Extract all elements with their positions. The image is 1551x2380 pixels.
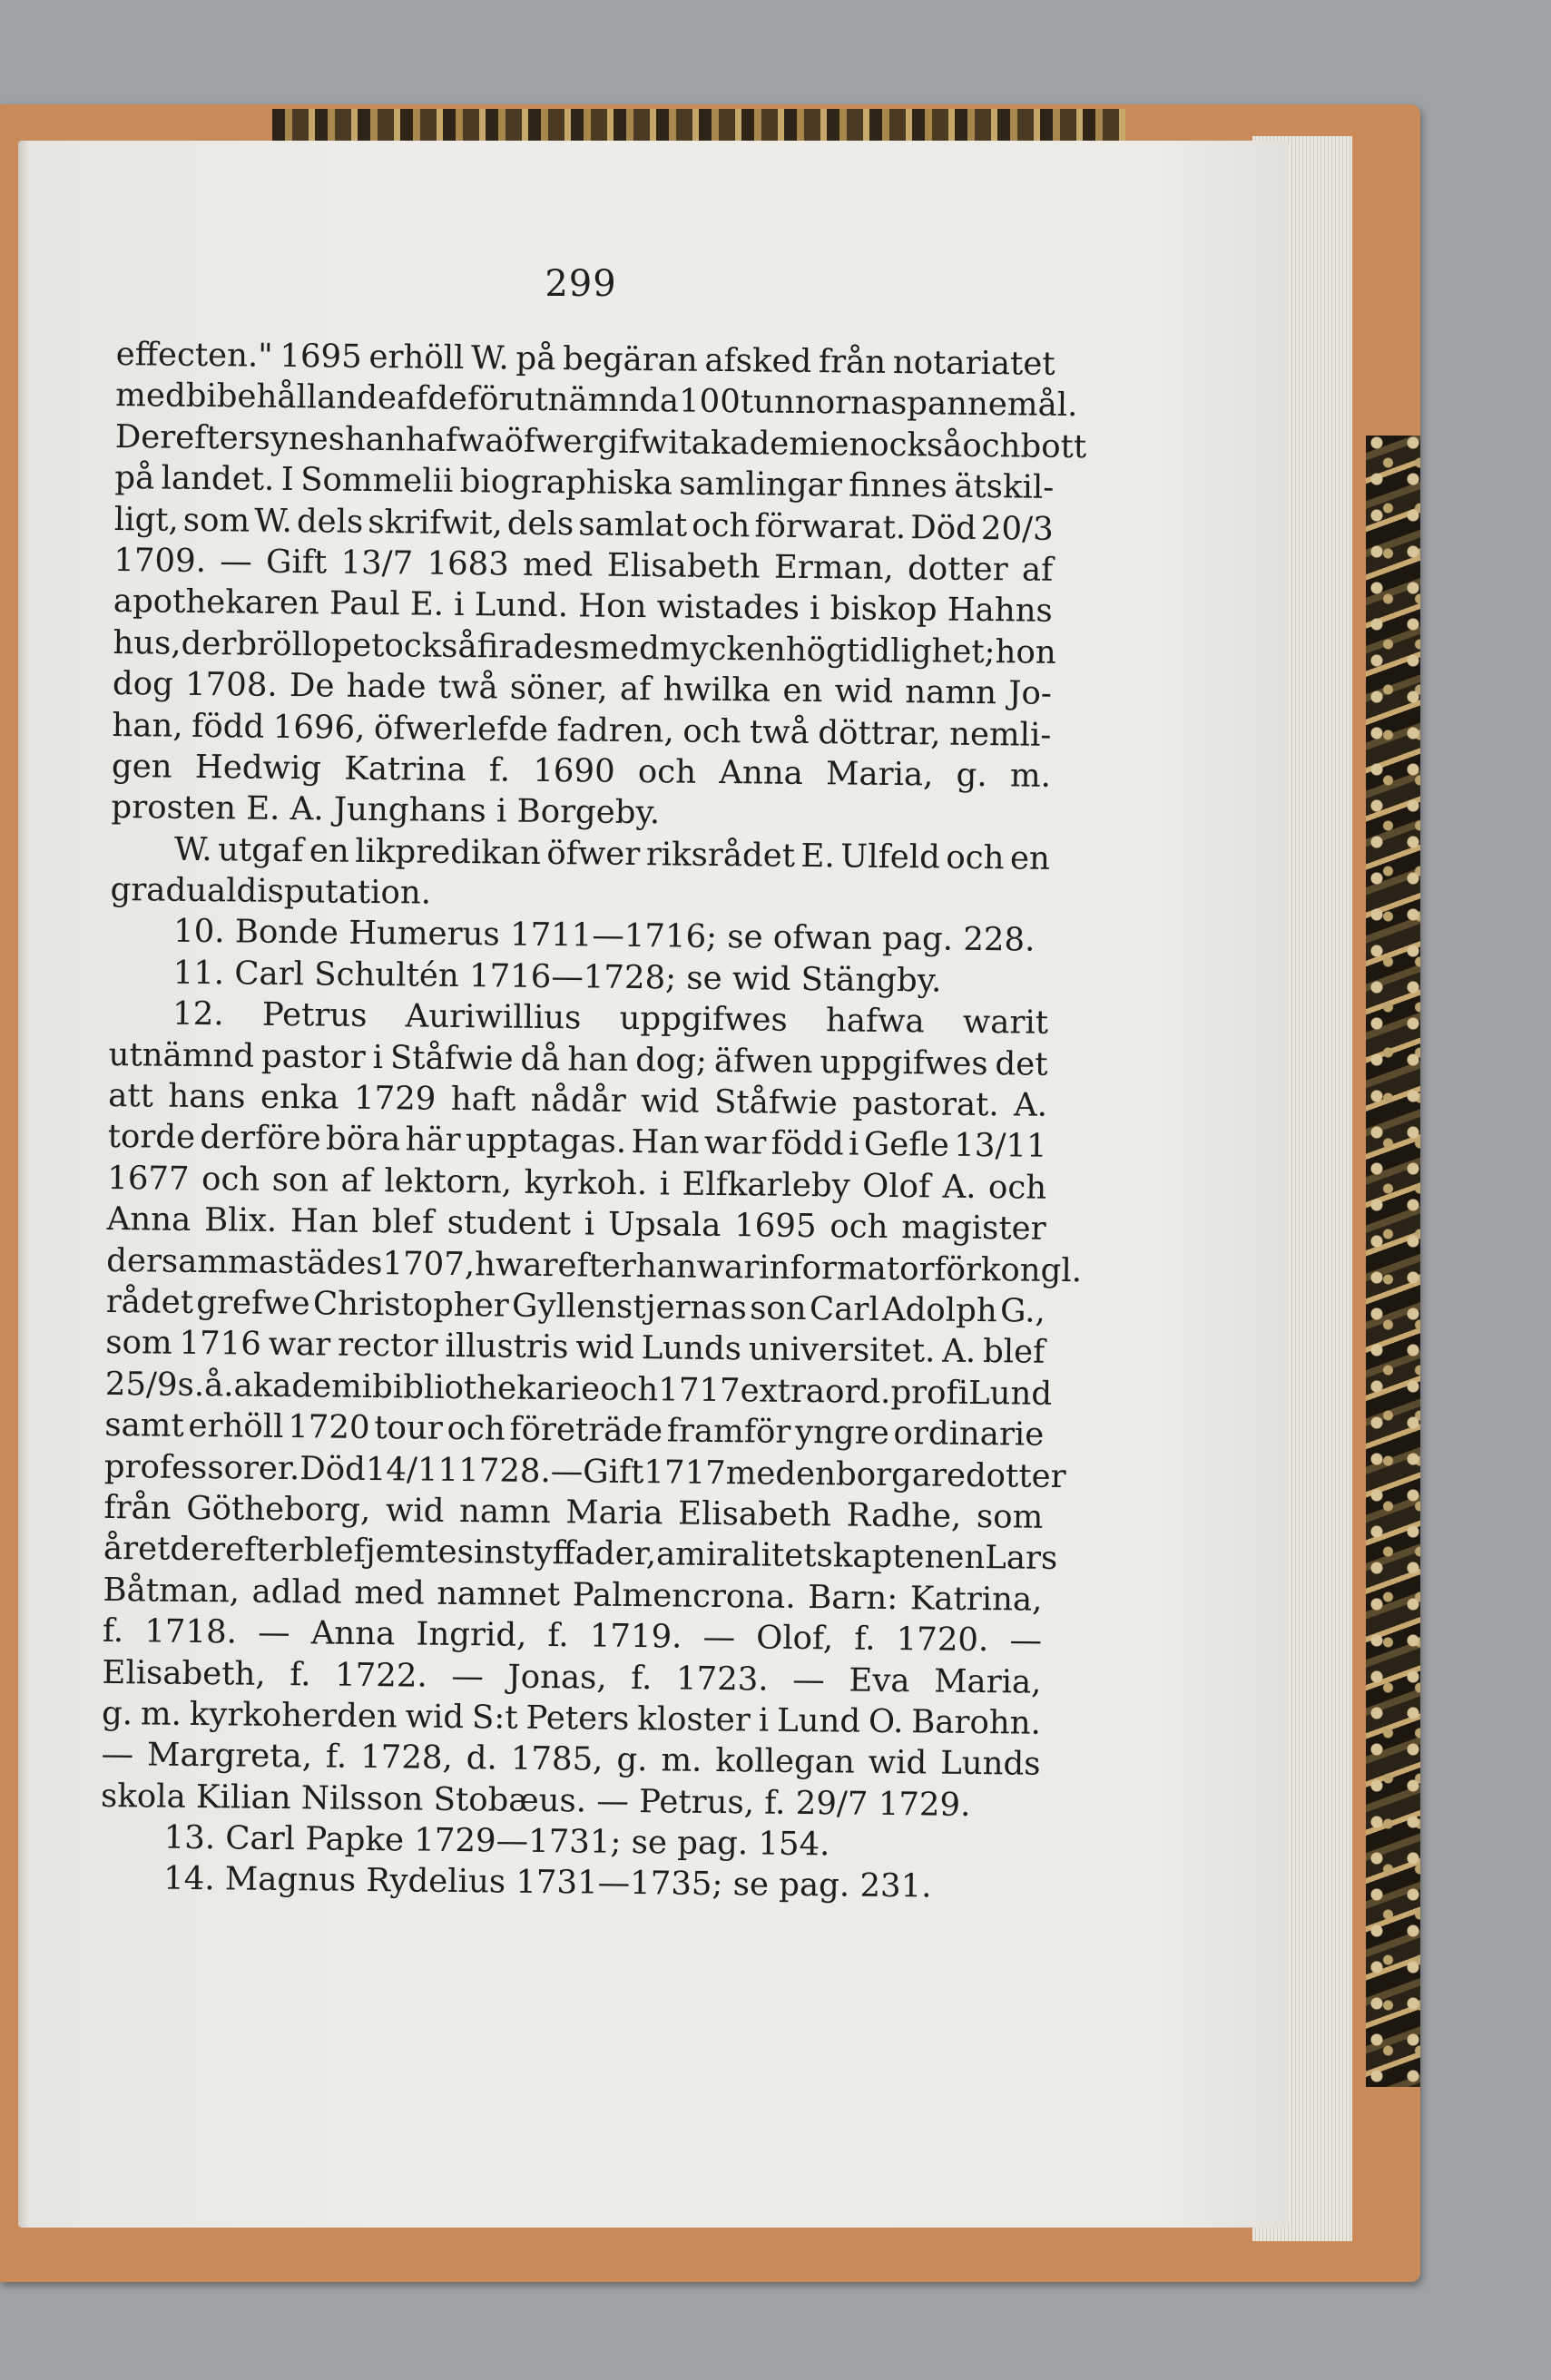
text-line: professorer. Död 14/11 1728. — Gift 1717 med en borgaredotter	[103, 1447, 1066, 1495]
text-line: effecten." 1695 erhöll W. på begäran afsked från notariatet	[115, 335, 1055, 383]
marbled-endpaper	[1366, 436, 1420, 2087]
text-line: från Götheborg, wid namn Maria Elisabeth Radhe, som	[103, 1488, 1044, 1536]
text-line: Elisabeth, f. 1722. — Jonas, f. 1723. — Eva Maria,	[102, 1653, 1042, 1701]
cover-marbled-edge	[272, 109, 1125, 145]
text-line: 1677 och son af lektorn, kyrkoh. i Elfkarleby Olof A. och	[107, 1159, 1047, 1207]
entry-line: 12. Petrus Auriwillius uppgifwes hafwa warit	[172, 994, 1049, 1043]
text-line: gradualdisputation.	[110, 871, 432, 912]
text-line: skola Kilian Nilsson Stobæus. — Petrus, f. 29/7 1729.	[100, 1777, 971, 1824]
text-line: Båtman, adlad med namnet Palmencrona. Barn: Katrina,	[103, 1571, 1043, 1619]
text-line: 25/9 s. å. akademibibliothekarie och 1717 extraord. prof i Lund	[104, 1365, 1053, 1413]
text-line: torde derföre böra här upptagas. Han war född i Gefle 13/11	[107, 1118, 1047, 1166]
text-line: dersammastädes 1707, hwarefter han war informator för kongl.	[106, 1241, 1083, 1289]
entry-line: 14. Magnus Rydelius 1731—1735; se pag. 231.	[162, 1860, 932, 1905]
text-line: samt erhöll 1720 tour och företräde framför yngre ordinarie	[104, 1406, 1045, 1454]
text-line: prosten E. A. Junghans i Borgeby.	[111, 788, 661, 832]
text-line: året derefter blef jemte sin styffader, amiralitetskaptenen Lars	[103, 1530, 1058, 1578]
text-line: hus, der bröllopet också firades med mycken högtidlighet; hon	[113, 623, 1056, 671]
page-number: 299	[545, 263, 617, 305]
entry-line: 10. Bonde Humerus 1711—1716; se ofwan pag. 228.	[172, 913, 1036, 960]
text-line: rådet grefwe Christopher Gyllenstjernas son Carl Adolph G.,	[105, 1282, 1045, 1330]
entry-line: 11. Carl Schultén 1716—1728; se wid Stängby.	[172, 954, 942, 1000]
text-line: Anna Blix. Han blef student i Upsala 1695 och magister	[106, 1200, 1046, 1248]
text-line: — Margreta, f. 1728, d. 1785, g. m. kollegan wid Lunds	[101, 1736, 1041, 1784]
text-line: 1709. — Gift 13/7 1683 med Elisabeth Erman, dotter af	[113, 541, 1054, 589]
text-line: g. m. kyrkoherden wid S:t Peters kloster i Lund O. Barohn.	[101, 1694, 1042, 1742]
text-line: f. 1718. — Anna Ingrid, f. 1719. — Olof, f. 1720. —	[102, 1612, 1043, 1660]
text-line: apothekaren Paul E. i Lund. Hon wistades i biskop Hahns	[113, 583, 1053, 631]
text-line: med bibehållande af de förutnämnda 100 tunnorna spannemål.	[115, 377, 1078, 425]
text-line: att hans enka 1729 haft nådår wid Ståfwie pastorat. A.	[107, 1076, 1048, 1124]
page-text	[100, 334, 1087, 1909]
text-line: gen Hedwig Katrina f. 1690 och Anna Maria, g. m.	[111, 747, 1052, 795]
text-line: W. utgaf en likpredikan öfwer riksrådet E. Ulfeld och en	[173, 830, 1051, 877]
entry-line: 13. Carl Papke 1729—1731; se pag. 154.	[163, 1818, 830, 1864]
text-line: utnämnd pastor i Ståfwie då han dog; äfwen uppgifwes det	[108, 1035, 1048, 1083]
text-line: som 1716 war rector illustris wid Lunds universitet. A. blef	[105, 1324, 1045, 1372]
text-line: dog 1708. De hade twå söner, af hwilka en wid namn Jo-	[112, 665, 1053, 712]
text-line: Derefter synes han hafwa öfwergifwit akademien också och bott	[114, 417, 1087, 465]
text-line: ligt, som W. dels skrifwit, dels samlat och förwarat. Död 20/3	[113, 500, 1054, 548]
text-line: han, född 1696, öfwerlefde fadren, och twå döttrar, nemli-	[112, 706, 1052, 754]
text-line: på landet. I Sommelii biographiska samlingar finnes ätskil-	[114, 459, 1055, 506]
